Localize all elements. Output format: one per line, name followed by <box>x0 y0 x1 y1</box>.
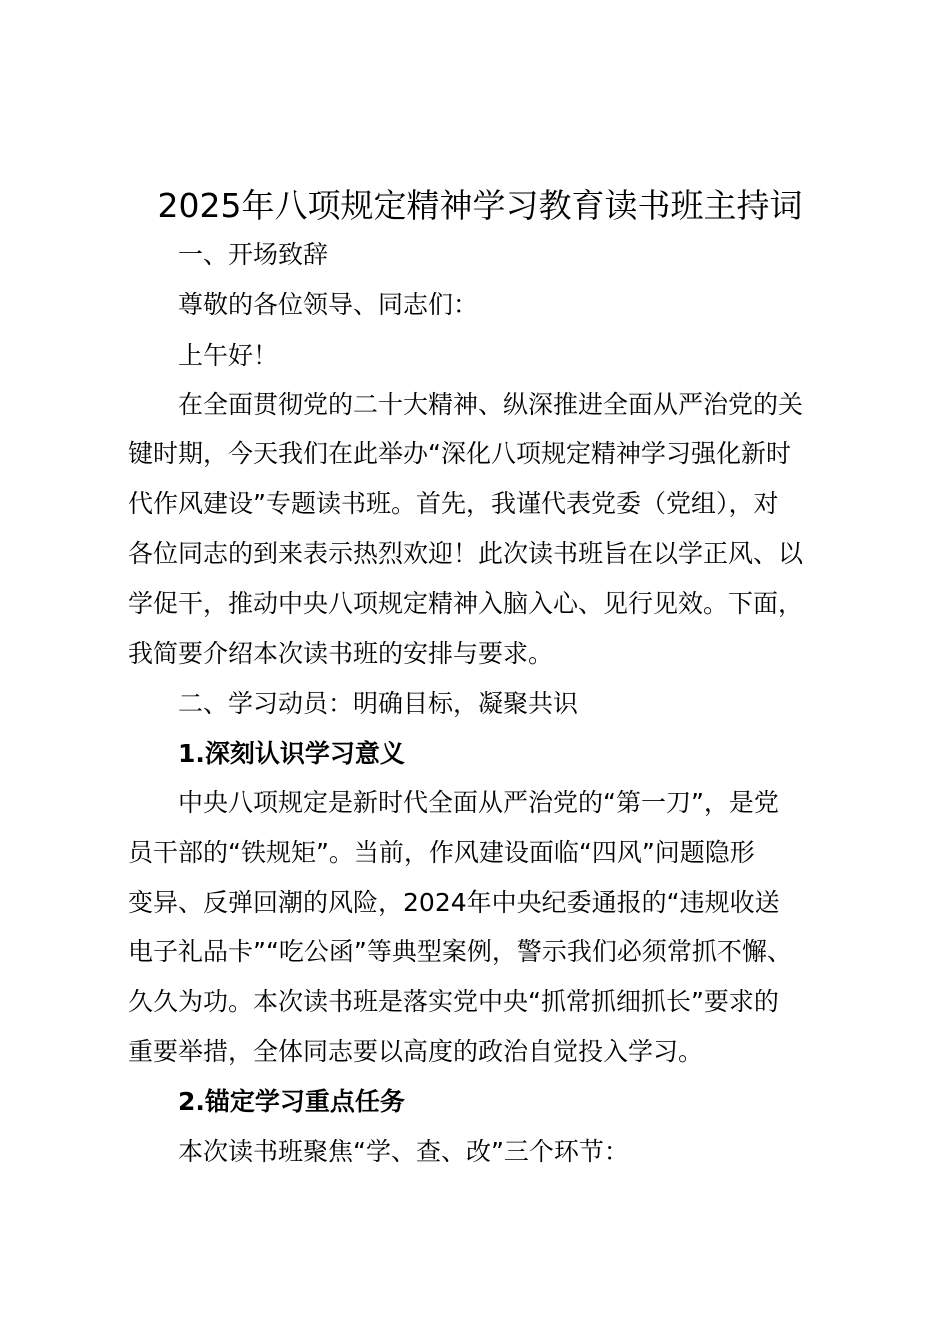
paragraph-line: 久久为功。本次读书班是落实党中央“抓常抓细抓长”要求的 <box>128 987 779 1016</box>
paragraph-line: 我简要介绍本次读书班的安排与要求。 <box>128 639 554 668</box>
paragraph-line: 各位同志的到来表示热烈欢迎！此次读书班旨在以学正风、以 <box>128 539 804 568</box>
subheading-1: 1.深刻认识学习意义 <box>178 739 405 768</box>
paragraph-line: 在全面贯彻党的二十大精神、纵深推进全面从严治党的关 <box>178 390 804 419</box>
paragraph-line: 员干部的“铁规矩”。当前，作风建设面临“四风”问题隐形 <box>128 838 755 867</box>
paragraph-line: 学促干，推动中央八项规定精神入脑入心、见行见效。下面， <box>128 589 804 618</box>
paragraph-line: 变异、反弹回潮的风险，2024年中央纪委通报的“违规收送 <box>128 888 780 917</box>
paragraph-line: 键时期，今天我们在此举办“深化八项规定精神学习强化新时 <box>128 439 791 468</box>
paragraph-line: 电子礼品卡”“吃公函”等典型案例，警示我们必须常抓不懈、 <box>128 937 792 966</box>
subheading-2: 2.锚定学习重点任务 <box>178 1087 405 1116</box>
section-heading-opening: 一、开场致辞 <box>178 240 329 269</box>
paragraph-line: 代作风建设”专题读书班。首先，我谨代表党委（党组），对 <box>128 489 779 518</box>
greeting: 上午好！ <box>178 341 279 370</box>
paragraph-line: 中央八项规定是新时代全面从严治党的“第一刀”，是党 <box>178 788 779 817</box>
paragraph-line: 重要举措，全体同志要以高度的政治自觉投入学习。 <box>128 1037 704 1066</box>
section-heading-mobilization: 二、学习动员：明确目标，凝聚共识 <box>178 689 579 718</box>
paragraph-line: 本次读书班聚焦“学、查、改”三个环节： <box>178 1137 629 1166</box>
document-title: 2025年八项规定精神学习教育读书班主持词 <box>157 186 803 225</box>
salutation: 尊敬的各位领导、同志们： <box>178 290 479 319</box>
